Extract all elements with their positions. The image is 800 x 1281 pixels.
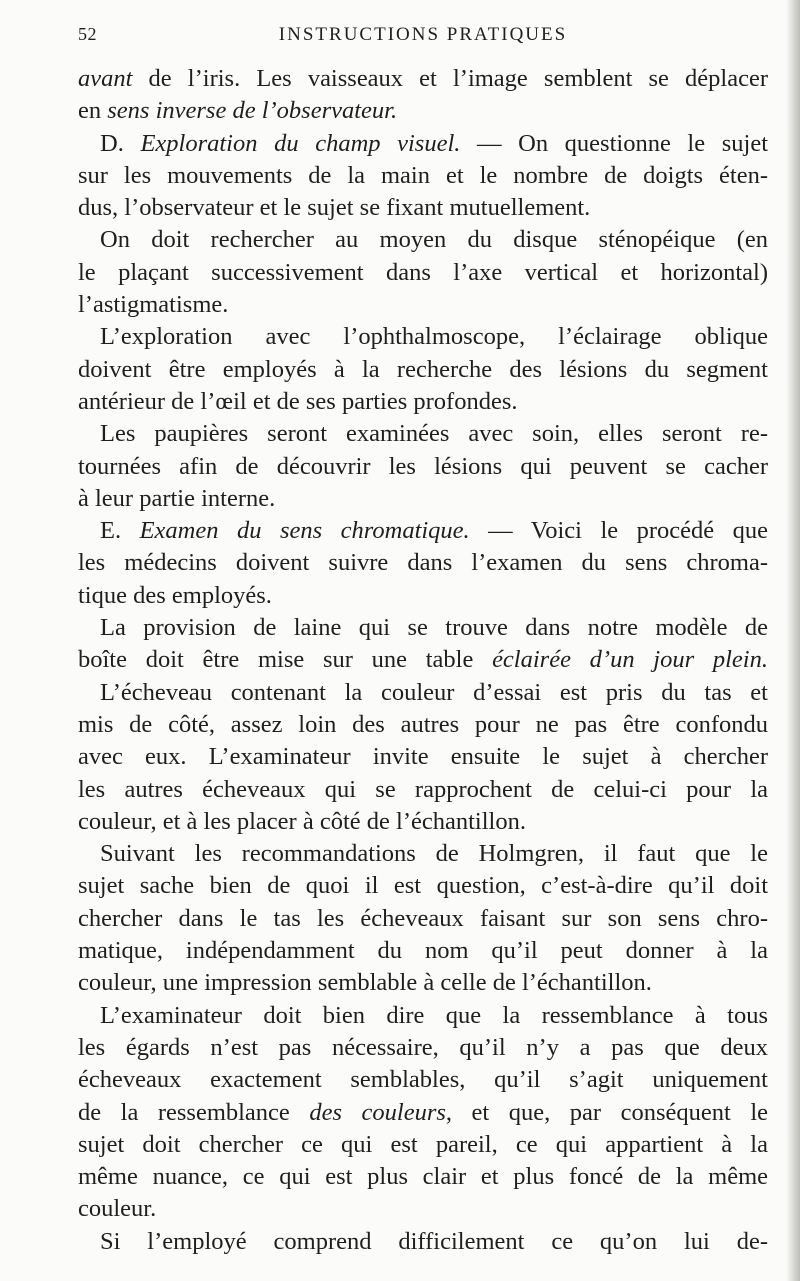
text-line — [78, 967, 768, 999]
text-run: les égards n’est pas nécessaire, qu’il n’y a pas que deux — [78, 1033, 768, 1061]
text-run: à leur partie interne. — [78, 484, 276, 512]
italic-text: sens inverse de l’observateur. — [107, 97, 398, 125]
text-line — [78, 321, 768, 353]
text-run: Les paupières seront examinées avec soin, elles seront re- — [100, 420, 768, 448]
text-line — [78, 354, 768, 386]
text-run: écheveaux exactement semblables, qu’il s’agit uniquement — [78, 1066, 768, 1094]
text-line — [78, 192, 768, 224]
text-run: de l’iris. Les vaisseaux et l’image semblent se déplacer — [132, 65, 768, 92]
text-line — [78, 580, 768, 612]
text-run: chercher dans le tas les écheveaux faisant sur son sens chro- — [78, 904, 768, 932]
text-line — [78, 870, 768, 902]
text-line — [78, 1129, 768, 1161]
text-run: D. — [100, 129, 141, 157]
text-run: mis de côté, assez loin des autres pour ne pas être confondu — [78, 710, 768, 738]
text-line — [78, 515, 768, 547]
text-line — [78, 224, 768, 256]
text-run: doivent être employés à la recherche des lésions du segment — [78, 355, 768, 383]
text-run: On doit rechercher au moyen du disque sténopéique (en — [100, 226, 768, 254]
text-line — [78, 63, 768, 95]
italic-text: Examen du sens chromatique. — [139, 517, 470, 545]
text-run: La provision de laine qui se trouve dans notre modèle de — [100, 614, 768, 642]
text-line — [78, 451, 768, 483]
text-line — [78, 677, 768, 709]
text-run: L’exploration avec l’ophthalmoscope, l’éclairage oblique — [100, 323, 768, 351]
text-line — [78, 160, 768, 192]
text-line — [78, 1226, 768, 1258]
text-run: antérieur de l’œil et de ses parties profondes. — [78, 387, 518, 415]
text-line — [78, 1064, 768, 1096]
text-run: sujet doit chercher ce qui est pareil, ce qui appartient à la — [78, 1130, 768, 1158]
text-line — [78, 774, 768, 806]
page-number: 52 — [78, 24, 97, 44]
italic-text: éclairée d’un jour plein. — [492, 646, 768, 674]
text-line — [78, 903, 768, 935]
page-edge-shadow — [786, 0, 800, 1281]
text-run: les autres écheveaux qui se rapprochent de celui-ci pour la — [78, 775, 768, 803]
italic-text: avant — [78, 65, 133, 92]
text-line — [78, 1193, 768, 1225]
italic-text: Exploration du champ visuel. — [140, 129, 461, 157]
text-run: E. — [100, 517, 140, 545]
text-line — [78, 935, 768, 967]
text-line — [78, 128, 768, 160]
text-run: matique, indépendamment du nom qu’il peut donner à la — [78, 937, 768, 965]
text-line — [78, 1032, 768, 1064]
text-run: les médecins doivent suivre dans l’examen du sens chroma- — [78, 549, 768, 577]
italic-text: des couleurs — [309, 1098, 446, 1126]
text-run: couleur. — [78, 1195, 157, 1223]
text-line — [78, 386, 768, 418]
text-run: — On questionne le sujet — [460, 129, 768, 157]
text-line — [78, 547, 768, 579]
text-line — [78, 483, 768, 515]
text-run: L’écheveau contenant la couleur d’essai est pris du tas et — [100, 678, 768, 706]
text-line — [78, 1000, 768, 1032]
text-line — [78, 1161, 768, 1193]
running-head: INSTRUCTIONS PRATIQUES — [278, 24, 568, 45]
text-run: de la ressemblance — [78, 1098, 310, 1126]
text-line — [78, 838, 768, 870]
text-run: sujet sache bien de quoi il est question, c’est-à-dire qu’il doit — [78, 872, 768, 900]
text-line — [78, 1097, 768, 1129]
text-line — [78, 741, 768, 773]
text-line — [78, 612, 768, 644]
text-run: sur les mouvements de la main et le nombre de doigts éten- — [78, 161, 768, 189]
text-line — [78, 806, 768, 838]
page-header — [78, 16, 768, 52]
text-run: en — [78, 97, 108, 125]
text-run: avec eux. L’examinateur invite ensuite le sujet à chercher — [78, 743, 768, 771]
text-run: couleur, et à les placer à côté de l’échantillon. — [78, 807, 526, 835]
text-run: le plaçant successivement dans l’axe vertical et horizontal) — [78, 258, 768, 286]
text-line — [78, 95, 768, 127]
body-text — [78, 63, 768, 1258]
text-line — [78, 709, 768, 741]
text-line — [78, 644, 768, 676]
text-run: — Voici le procédé que — [469, 517, 769, 545]
text-run: L’examinateur doit bien dire que la ressemblance à tous — [100, 1001, 768, 1029]
text-line — [78, 418, 768, 450]
text-run: Suivant les recommandations de Holmgren, il faut que le — [100, 840, 768, 868]
text-line — [78, 289, 768, 321]
text-run: boîte doit être mise sur une table — [78, 646, 493, 674]
text-run: l’astigmatisme. — [78, 291, 229, 319]
text-run: même nuance, ce qui est plus clair et plus foncé de la même — [78, 1163, 768, 1191]
text-run: dus, l’observateur et le sujet se fixant mutuellement. — [78, 194, 591, 222]
text-run: tique des employés. — [78, 581, 272, 609]
text-line — [78, 257, 768, 289]
text-run: tournées afin de découvrir les lésions qui peuvent se cacher — [78, 452, 768, 480]
text-run: , et que, par conséquent le — [445, 1098, 768, 1126]
text-run: couleur, une impression semblable à celle de l’échantillon. — [78, 969, 652, 997]
text-run: Si l’employé comprend difficilement ce qu’on lui de- — [100, 1227, 768, 1255]
